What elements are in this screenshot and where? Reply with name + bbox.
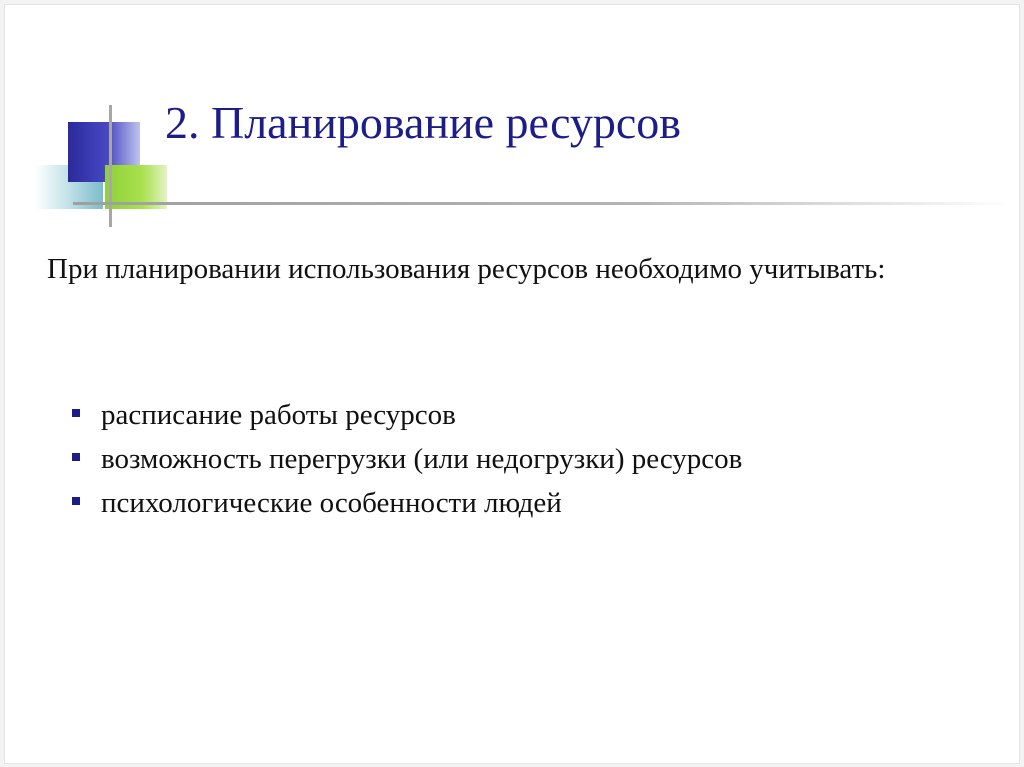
slide — [4, 4, 1020, 764]
slide-title: 2. Планирование ресурсов — [165, 97, 682, 148]
intro-paragraph: При планировании использования ресурсов необходимо учитывать: — [47, 253, 886, 285]
title-underline — [73, 202, 1013, 205]
bullet-list — [69, 393, 742, 525]
bullet-item — [69, 437, 742, 481]
bullet-text: расписание работы ресурсов — [101, 399, 456, 431]
bullet-item — [69, 481, 742, 525]
decorative-vertical-line — [109, 105, 112, 227]
bullet-item — [69, 393, 742, 437]
square-bullet-icon — [72, 453, 80, 461]
bullet-text: возможность перегрузки (или недогрузки) ресурсов — [101, 443, 743, 475]
square-bullet-icon — [72, 409, 80, 417]
square-bullet-icon — [72, 497, 80, 505]
bullet-text: психологические особенности людей — [101, 487, 562, 519]
